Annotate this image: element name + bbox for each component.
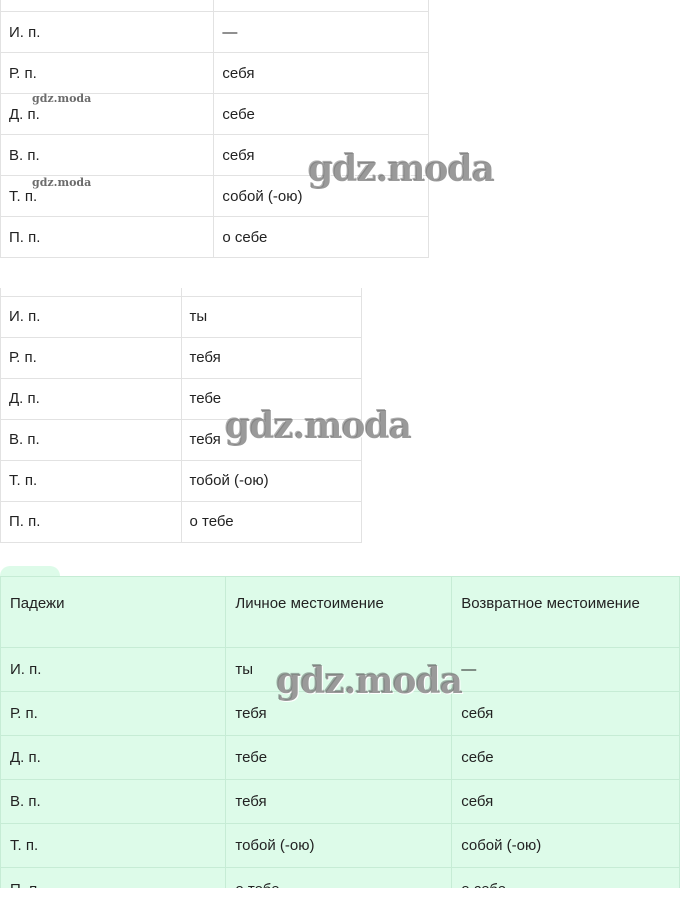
comparison-table: [0, 576, 680, 912]
value-cell: собой (-ою): [214, 176, 429, 217]
case-cell: П. п.: [1, 217, 214, 258]
case-cell: Д. п.: [1, 378, 182, 419]
table-row: [1, 648, 680, 692]
value-cell: себя: [214, 135, 429, 176]
value-cell: тебе: [181, 378, 362, 419]
table-row: [1, 12, 429, 53]
watermark-big: gdz.moda: [225, 405, 411, 447]
spacer-cell: [181, 288, 362, 296]
table-spacer-row: [1, 288, 362, 296]
case-cell: И. п.: [1, 648, 226, 692]
value-cell: о себе: [214, 217, 429, 258]
table-row: [1, 53, 429, 94]
table-row: [1, 378, 362, 419]
table-row: [1, 824, 680, 868]
personal-cell: тебя: [226, 780, 452, 824]
table-header-row: [1, 577, 680, 648]
value-cell: [214, 0, 429, 12]
reflexive-cell: собой (-ою): [452, 824, 680, 868]
case-cell: Р. п.: [1, 53, 214, 94]
table-row: [1, 217, 429, 258]
case-cell: Р. п.: [1, 337, 182, 378]
case-cell: И. п.: [1, 12, 214, 53]
reflexive-pronoun-table: [0, 0, 429, 258]
case-cell: П. п.: [1, 501, 182, 542]
personal-pronoun-table: [0, 288, 362, 543]
value-cell: себе: [214, 94, 429, 135]
table-row: [1, 135, 429, 176]
header-cell: Возвратное местоимение: [452, 577, 680, 648]
reflexive-cell: себя: [452, 692, 680, 736]
value-cell: себя: [214, 53, 429, 94]
case-cell: Т. п.: [1, 460, 182, 501]
header-cell: Личное местоимение: [226, 577, 452, 648]
personal-cell: тебя: [226, 692, 452, 736]
case-cell: [1, 0, 214, 12]
value-cell: ты: [181, 296, 362, 337]
case-cell: Т. п.: [1, 176, 214, 217]
table-row: [1, 692, 680, 736]
reflexive-cell: себя: [452, 780, 680, 824]
table-row: [1, 780, 680, 824]
personal-cell: тебе: [226, 736, 452, 780]
reflexive-cell: себе: [452, 736, 680, 780]
case-cell: И. п.: [1, 296, 182, 337]
header-cell: Падежи: [1, 577, 226, 648]
case-cell: В. п.: [1, 780, 226, 824]
spacer-cell: [1, 288, 182, 296]
case-cell: Д. п.: [1, 736, 226, 780]
table-row: [1, 419, 362, 460]
watermark-small: gdz.moda: [32, 92, 92, 105]
value-cell: тебя: [181, 337, 362, 378]
bottom-cutoff: [0, 888, 680, 923]
table-row: [1, 460, 362, 501]
table-row: [1, 0, 429, 12]
table-row: [1, 736, 680, 780]
value-cell: о тебе: [181, 501, 362, 542]
case-cell: В. п.: [1, 135, 214, 176]
table-row: [1, 176, 429, 217]
watermark-big: gdz.moda: [276, 660, 462, 702]
table-row: [1, 501, 362, 542]
value-cell: тебя: [181, 419, 362, 460]
table-row: [1, 296, 362, 337]
watermark-big: gdz.moda: [308, 148, 494, 190]
case-cell: Т. п.: [1, 824, 226, 868]
case-cell: Р. п.: [1, 692, 226, 736]
personal-cell: тобой (-ою): [226, 824, 452, 868]
personal-cell: ты: [226, 648, 452, 692]
table-row: [1, 337, 362, 378]
value-cell: —: [214, 12, 429, 53]
case-cell: В. п.: [1, 419, 182, 460]
case-cell: Д. п.: [1, 94, 214, 135]
watermark-small: gdz.moda: [32, 176, 92, 189]
table-row: [1, 94, 429, 135]
reflexive-cell: —: [452, 648, 680, 692]
value-cell: тобой (-ою): [181, 460, 362, 501]
